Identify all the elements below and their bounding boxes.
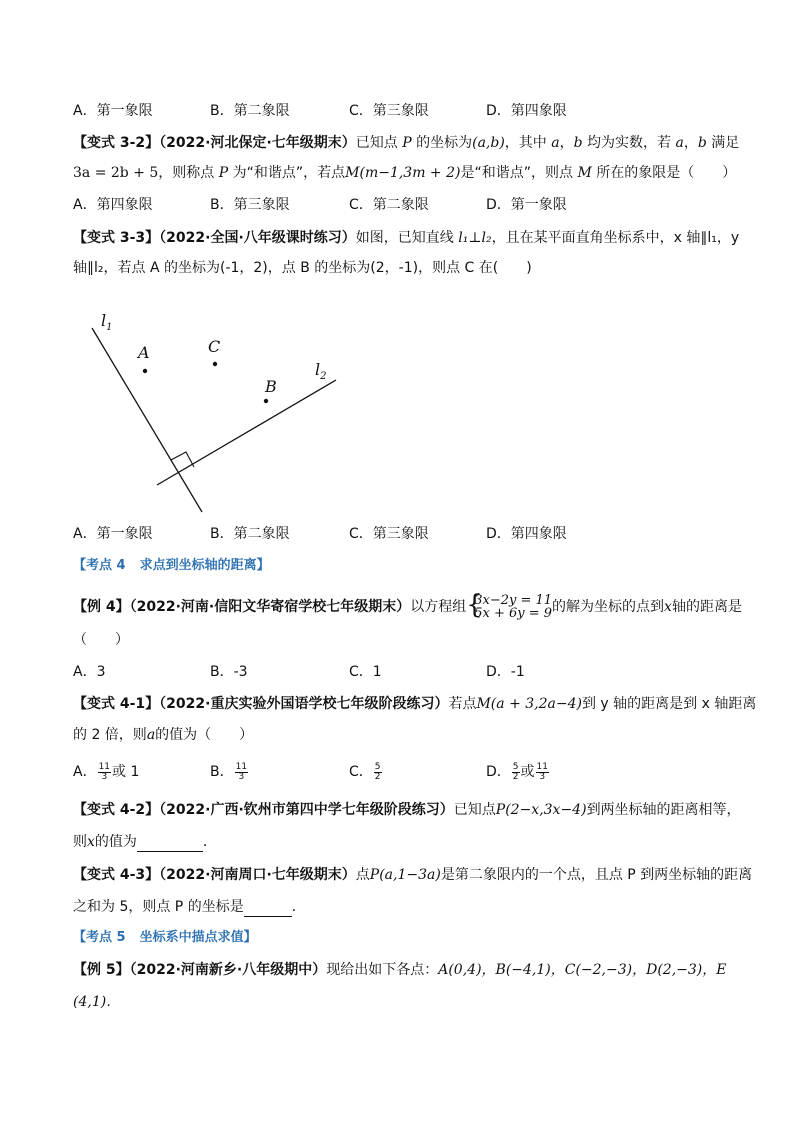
e5-line-2	[73, 992, 120, 1012]
v32-text: 满足	[706, 135, 740, 151]
v42-text: 到两坐标轴的距离相等，	[586, 802, 741, 818]
v33-options	[73, 524, 733, 544]
v42-source: （2022·广西·钦州市第四中学七年级阶段练习）	[159, 802, 454, 818]
option-d	[486, 762, 550, 782]
option-b: B．第二象限	[210, 103, 290, 119]
e5-text: (4,1)．	[73, 994, 121, 1010]
option-a: A．第四象限	[73, 197, 153, 213]
e4-options	[73, 662, 733, 682]
section-heading-4	[73, 556, 270, 576]
fraction: $\frac{5}{2}$	[374, 761, 381, 782]
v33-text: 轴∥l₂，若点 A 的坐标为(-1，2)，点 B 的坐标为(2，-1)，则点 C 在( )	[73, 260, 532, 276]
v32-text: ，则称点	[158, 165, 219, 181]
option-label: D．	[486, 764, 511, 780]
option-c: C．1	[349, 664, 382, 680]
v32-ab: (a,b)	[472, 135, 505, 151]
option-c: C．第二象限	[349, 197, 429, 213]
fraction: $\frac{11}{3}$	[98, 761, 111, 782]
v32-point-p: P	[402, 135, 412, 151]
v32-text: 所在的象限是（ ）	[591, 165, 737, 181]
v43-text: 点	[355, 867, 370, 883]
v33-l1l2: l₁⊥l₂	[458, 230, 492, 246]
e4-text: 以方程组	[410, 599, 467, 615]
section-title: 坐标系中描点求值】	[139, 930, 257, 945]
v43-source: （2022·河南周口·七年级期末）	[159, 867, 356, 883]
v43-text: 之和为 5，则点 P 的坐标是	[73, 899, 244, 915]
e5-tag: 【例 5】	[73, 962, 130, 978]
e5-line-1	[73, 960, 726, 980]
v33-tag: 【变式 3-3】	[73, 230, 160, 246]
option-b: B．第二象限	[210, 526, 290, 542]
point-b-dot	[264, 399, 268, 403]
option-d: D．-1	[486, 664, 525, 680]
option-b: B．第三象限	[210, 197, 290, 213]
v41-tag: 【变式 4-1】	[73, 696, 160, 712]
v33-text: x 轴∥l₁，y	[673, 230, 740, 246]
e4-text: 轴的距离是	[671, 599, 742, 615]
v43-point-p: P(a,1−3a)	[369, 867, 441, 883]
equation-2: 5x + 6y = 9	[474, 606, 553, 621]
option-d: D．第一象限	[486, 197, 567, 213]
v42-line-2	[73, 832, 217, 852]
option-b: B．-3	[210, 664, 248, 680]
equation-1: 3x−2y = 11	[474, 593, 553, 608]
e5-text: 现给出如下各点：	[326, 962, 439, 978]
v43-text: ．	[291, 899, 306, 915]
label-b: B	[265, 377, 277, 396]
v41-line-2	[73, 725, 253, 745]
option-a	[73, 762, 139, 782]
e4-line-1	[73, 590, 742, 621]
v41-text: 的 2 倍，则	[73, 727, 147, 743]
label-l2: $l_2$	[315, 360, 327, 382]
v43-line-2	[73, 897, 306, 917]
point-c-dot	[213, 362, 217, 366]
v32-source: （2022·河北保定·七年级期末）	[159, 135, 356, 151]
v32-equation: 3a = 2b + 5	[73, 165, 159, 181]
label-c: C	[208, 337, 221, 356]
option-a: A．第一象限	[73, 103, 153, 119]
option-text: 或 1	[112, 764, 140, 780]
option-label: C．	[349, 764, 373, 780]
section-title: 求点到坐标轴的距离】	[139, 558, 270, 573]
v33-text: 如图，已知直线	[355, 230, 459, 246]
option-label: A．	[73, 764, 97, 780]
line-l2	[157, 380, 336, 485]
e5-points: A(0,4)，B(−4,1)，C(−2,−3)，D(2,−3)，E	[438, 962, 727, 978]
v41-text: 若点	[448, 696, 477, 712]
v42-text: 已知点	[453, 802, 496, 818]
section-heading-5	[73, 928, 257, 948]
v33-text: ，且在某平面直角坐标系中，	[491, 230, 674, 246]
v41-line-1	[73, 694, 756, 714]
v41-text: 的值为（ ）	[155, 727, 254, 743]
v43-text: 是第二象限内的一个点，且点 P 到两坐标轴的距离	[440, 867, 753, 883]
v32-point-m: M(m−1,3m + 2)	[345, 165, 461, 181]
v32-text: 均为实数，若	[582, 135, 676, 151]
v32-text: 是“和谐点”，则点	[460, 165, 578, 181]
fraction: $\frac{5}{2}$	[512, 761, 519, 782]
fraction: $\frac{11}{3}$	[235, 761, 248, 782]
v32-a: a	[551, 135, 560, 151]
v42-tag: 【变式 4-2】	[73, 802, 160, 818]
v41-source: （2022·重庆实验外国语学校七年级阶段练习）	[159, 696, 449, 712]
v32-text: ，	[683, 135, 698, 151]
section-label: 【考点 5	[73, 930, 126, 945]
label-a: A	[138, 343, 150, 362]
answer-blank[interactable]	[137, 835, 203, 852]
option-b	[210, 762, 249, 782]
v32-text: ，其中	[504, 135, 552, 151]
v32-tag: 【变式 3-2】	[73, 135, 160, 151]
option-d: D．第四象限	[486, 526, 567, 542]
v32-text: 为“和谐点”，若点	[228, 165, 346, 181]
v43-tag: 【变式 4-3】	[73, 867, 160, 883]
option-c: C．第三象限	[349, 526, 429, 542]
v42-text: 的值为	[94, 834, 137, 850]
option-a: A．第一象限	[73, 526, 153, 542]
v43-line-1	[73, 865, 752, 885]
answer-blank[interactable]	[244, 900, 292, 917]
v42-line-1	[73, 800, 741, 820]
e4-tag: 【例 4】	[73, 599, 130, 615]
point-a-dot	[143, 369, 147, 373]
v32-a: a	[675, 135, 684, 151]
v41-options	[73, 762, 733, 782]
v32-b: b	[697, 135, 707, 151]
v32-m: M	[577, 165, 592, 181]
option-a: A．3	[73, 664, 106, 680]
v42-x: x	[87, 834, 95, 850]
option-text: 或	[520, 764, 535, 780]
option-c	[349, 762, 383, 782]
e4-text: 的解为坐标的点到	[552, 599, 665, 615]
v41-text: 到 y 轴的距离是到 x 轴距离	[581, 696, 757, 712]
v41-a: a	[146, 727, 156, 743]
v41-point-m: M(a + 3,2a−4)	[476, 696, 582, 712]
e5-source: （2022·河南新乡·八年级期中）	[129, 962, 327, 978]
e4-line-2	[73, 630, 129, 650]
v32-text: 的坐标为	[411, 135, 473, 151]
section-label: 【考点 4	[73, 558, 126, 573]
v33-source: （2022·全国·八年级课时练习）	[159, 230, 356, 246]
fraction: $\frac{11}{3}$	[536, 761, 548, 782]
e4-text: （ ）	[73, 632, 129, 648]
v32-text: ，	[559, 135, 574, 151]
equation-system: { 3x−2y = 11 5x + 6y = 9	[466, 590, 553, 621]
v42-text: ．	[202, 834, 217, 850]
e4-source: （2022·河南·信阳文华寄宿学校七年级期末）	[129, 599, 411, 615]
v42-point-p: P(2−x,3x−4)	[495, 802, 587, 818]
e4-x: x	[664, 599, 672, 615]
v32-b: b	[573, 135, 583, 151]
v42-text: 则	[73, 834, 87, 850]
option-c: C．第三象限	[349, 103, 429, 119]
option-label: B．	[210, 764, 234, 780]
label-l1: $l_1$	[101, 311, 113, 333]
option-d: D．第四象限	[486, 103, 567, 119]
v32-point-p: P	[218, 165, 229, 181]
v32-text: 已知点	[355, 135, 403, 151]
